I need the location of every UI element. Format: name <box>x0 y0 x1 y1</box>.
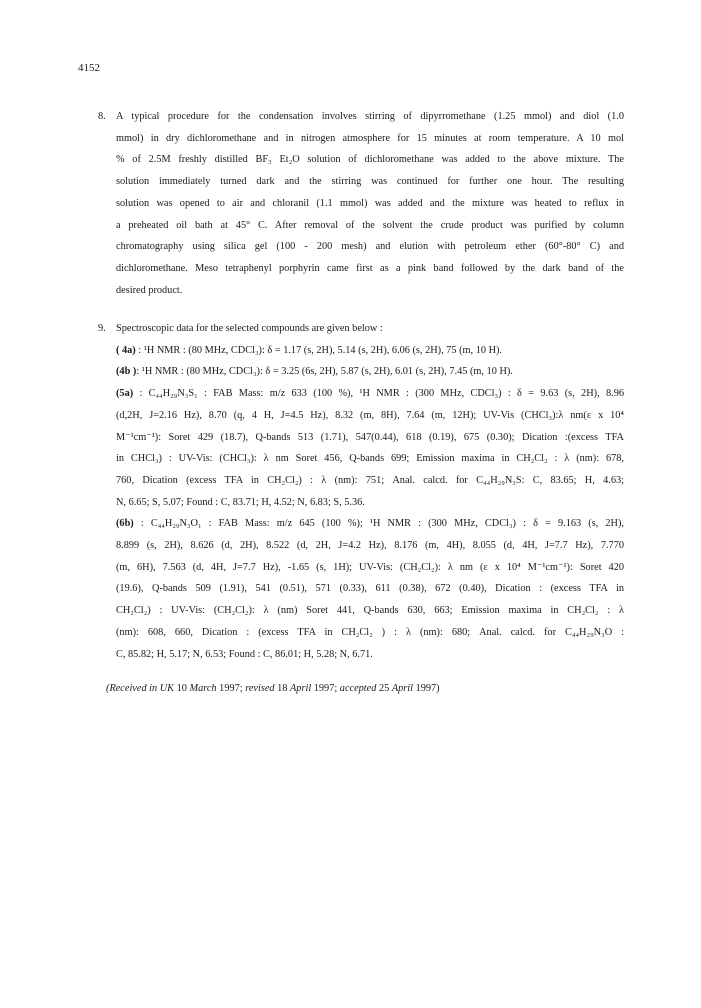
text-line: CH₂Cl₂) : UV-Vis: (CH₂Cl₂): λ (nm) Soret 441, Q-bands 630, 663; Emission maxima in CH₂Cl₂ : λ <box>116 605 624 617</box>
text-line: (d,2H, J=2.16 Hz), 8.70 (q, 4 H, J=4.5 Hz), 8.32 (m, 8H), 7.64 (m, 12H); UV-Vis (CHCl₃):λ nm(ε x 10⁴ <box>116 409 624 421</box>
text-line: chromatography using silica gel (100 - 200 mesh) and elution with petroleum ether (60°-80° C) and <box>116 241 624 253</box>
text-line: % of 2.5M freshly distilled BF₃ Et₂O solution of dichloromethane was added to the above mixture. The <box>116 154 624 166</box>
text-line: in CHCl₃) : UV-Vis: (CHCl₃): λ nm Soret 456, Q-bands 699; Emission maxima in CH₂Cl₂ : λ (nm): 678, <box>116 453 624 465</box>
text-line: 8.899 (s, 2H), 8.626 (d, 2H), 8.522 (d, 2H, J=4.2 Hz), 8.176 (m, 4H), 8.055 (d, 4H, J=7.7 Hz), 7.770 <box>116 540 624 552</box>
note-9-intro: Spectroscopic data for the selected compounds are given below : <box>116 323 383 334</box>
spectroscopic-data <box>98 340 624 666</box>
text-line: N, 6.65; S, 5.07; Found : C, 83.71; H, 4.52; N, 6.83; S, 5.36. <box>116 496 365 508</box>
text-line: M⁻¹cm⁻¹): Soret 429 (18.7), Q-bands 513 (1.71), 547(0.44), 618 (0.19), 675 (0.30); Dication :(excess TFA <box>116 431 624 443</box>
note-8-text <box>116 106 624 128</box>
note-9-number: 9. <box>98 323 106 334</box>
text-line: desired product. <box>116 284 183 296</box>
text-line: A typical procedure for the condensation involves stirring of dipyrromethane (1.25 mmol) and diol (1.0 <box>116 111 624 122</box>
text-line: (nm): 608, 660, Dication : (excess TFA in CH₂Cl₂ ) : λ (nm): 680; Anal. calcd. for C₄₄H₂₉N₃O : <box>116 626 624 638</box>
text-line: solution was opened to air and chloranil (1.1 mmol) was added and the mixture was heated to reflux in <box>116 197 624 209</box>
data-line-6b: (6b) : C₄₄H₂₉N₃O₁ : FAB Mass: m/z 645 (100 %); ¹H NMR : (300 MHz, CDCl₃) : δ = 9.163 (s, 2H), <box>116 518 624 530</box>
text-line: (19.6), Q-bands 509 (1.91), 541 (0.51), 571 (0.33), 611 (0.38), 672 (0.40), Dication : (excess TFA in <box>116 583 624 595</box>
text-line: 760, Dication (excess TFA in CH₂Cl₂) : λ (nm): 751; Anal. calcd. for C₄₄H₂₉N₃S: C, 83.65; H, 4.63; <box>116 474 624 486</box>
data-line-4a: ( 4a) : ¹H NMR : (80 MHz, CDCl₃): δ = 1.17 (s, 2H), 5.14 (s, 2H), 6.06 (s, 2H), 75 (m, 10 H). <box>116 344 503 356</box>
note-8-number: 8. <box>98 111 106 122</box>
text-line: C, 85.82; H, 5.17; N, 6.53; Found : C, 86.01; H, 5.28; N, 6.71. <box>116 648 373 660</box>
text-line: dichloromethane. Meso tetraphenyl porphyrin came first as a pink band followed by the dark band of the <box>116 262 624 274</box>
note-8 <box>98 106 624 301</box>
received-dates: (Received in UK 10 March 1997; revised 18 April 1997; accepted 25 April 1997) <box>106 683 440 694</box>
text-line: solution immediately turned dark and the stirring was continued for further one hour. The resulting <box>116 176 624 188</box>
text-line: mmol) in dry dichloromethane and in nitrogen atmosphere for 15 minutes at room temperature. A 10 mol <box>116 132 624 144</box>
note-9 <box>98 318 624 665</box>
data-line-5a: (5a) : C₄₄H₂₉N₃S₁ : FAB Mass: m/z 633 (100 %), ¹H NMR : (300 MHz, CDCl₃) : δ = 9.63 (s, 2H), 8.96 <box>116 388 624 400</box>
data-line-4b: (4b ): ¹H NMR : (80 MHz, CDCl₃): δ = 3.25 (6s, 2H), 5.87 (s, 2H), 6.01 (s, 2H), 7.45 (m, 10 H). <box>116 366 513 378</box>
text-line: a preheated oil bath at 45° C. After removal of the solvent the crude product was purified by column <box>116 219 624 231</box>
text-line: (m, 6H), 7.563 (d, 4H, J=7.7 Hz), -1.65 (s, 1H); UV-Vis: (CH₂Cl₂): λ nm (ε x 10⁴ M⁻¹cm⁻¹): Soret 420 <box>116 561 624 573</box>
page-number: 4152 <box>78 62 100 74</box>
